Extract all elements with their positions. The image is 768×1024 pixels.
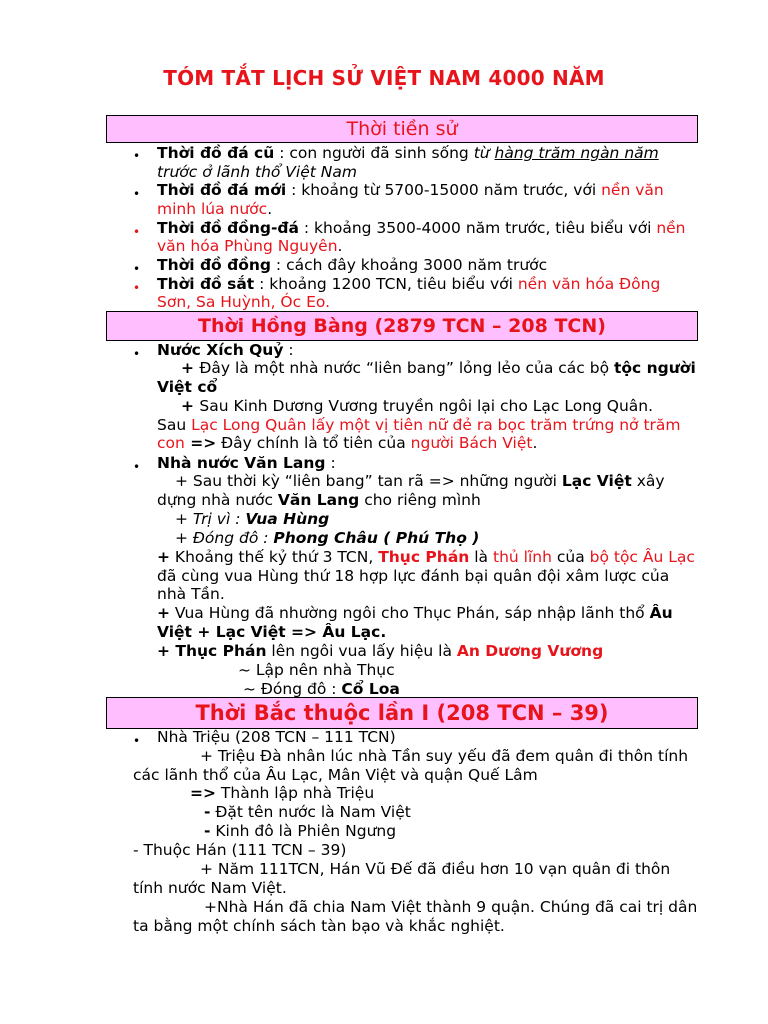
list-item: Nhà Triệu (208 TCN – 111 TCN) [157, 728, 396, 746]
text-line: - Kinh đô là Phiên Ngưng [204, 822, 397, 840]
section-header-hong-bang: Thời Hồng Bàng (2879 TCN – 208 TCN) [106, 311, 698, 341]
text-line: + Đóng đô : Phong Châu ( Phú Thọ ) [175, 529, 480, 547]
list-item: Thời đồ đá cũ : con người đã sinh sống từ hàng trăm ngàn năm [157, 144, 659, 162]
text-line: Việt cổ [157, 378, 218, 396]
text-line: - Đặt tên nước là Nam Việt [204, 803, 411, 821]
list-item: Thời đồ sắt : khoảng 1200 TCN, tiêu biểu với nền văn hóa Đông [157, 275, 661, 293]
text-line: + Triệu Đà nhân lúc nhà Tần suy yếu đã đem quân đi thôn tính [200, 747, 689, 765]
text-line: + Sau thời kỳ “liên bang” tan rã => những người Lạc Việt xây [175, 472, 665, 490]
bullet: • [133, 262, 141, 276]
text-line: nhà Tần. [157, 585, 225, 603]
term: Thời đồ đồng-đá [157, 219, 299, 237]
bullet: • [133, 281, 141, 295]
text-line: đã cùng vua Hùng thứ 18 hợp lực đánh bại quân đội xâm lược của [157, 567, 670, 585]
text-line: +Nhà Hán đã chia Nam Việt thành 9 quận. Chúng đã cai trị dân [204, 898, 698, 916]
bullet: • [133, 347, 141, 361]
text-line: Sau Lạc Long Quân lấy một vị tiên nữ đẻ ra bọc trăm trứng nở trăm [157, 416, 681, 434]
text-line: => Thành lập nhà Triệu [190, 784, 375, 802]
text-line: + Năm 111TCN, Hán Vũ Đế đã điều hơn 10 vạn quân đi thôn [200, 860, 671, 878]
term: Thời đồ sắt [157, 275, 255, 293]
list-item-continuation: trước ở lãnh thổ Việt Nam [157, 163, 357, 181]
term: Thời đồ đồng [157, 256, 271, 274]
term: Nhà nước Văn Lang [157, 454, 326, 472]
list-item: Nước Xích Quỷ : [157, 341, 294, 359]
term: Thời đồ đá mới [157, 181, 287, 199]
text-line: + Đây là một nhà nước “liên bang” lỏng lẻo của các bộ tộc người [181, 359, 696, 377]
bullet: • [133, 225, 141, 239]
bullet: • [133, 734, 141, 748]
text-line: dựng nhà nước Văn Lang cho riêng mình [157, 491, 481, 509]
list-item: Nhà nước Văn Lang : [157, 454, 336, 472]
bullet: • [133, 149, 141, 163]
document-title: TÓM TẮT LỊCH SỬ VIỆT NAM 4000 NĂM [163, 66, 605, 90]
text-line: các lãnh thổ của Âu Lạc, Mân Việt và quận Quế Lâm [133, 766, 538, 784]
text-line: - Thuộc Hán (111 TCN – 39) [133, 841, 347, 859]
list-item: Thời đồ đồng-đá : khoảng 3500-4000 năm trước, tiêu biểu với nền [157, 219, 686, 237]
list-item-continuation: văn hóa Phùng Nguyên. [157, 237, 343, 255]
section-header-first-chinese-domination: Thời Bắc thuộc lần I (208 TCN – 39) [106, 697, 698, 729]
list-item: Thời đồ đồng : cách đây khoảng 3000 năm trước [157, 256, 548, 274]
text-line: tính nước Nam Việt. [133, 879, 287, 897]
text-line: + Khoảng thế kỷ thứ 3 TCN, Thục Phán là thủ lĩnh của bộ tộc Âu Lạc [157, 548, 695, 566]
text-line: + Vua Hùng đã nhường ngôi cho Thục Phán, sáp nhập lãnh thổ Âu [157, 604, 673, 622]
section-header-prehistory: Thời tiền sử [106, 115, 698, 143]
text-line: con => Đây chính là tổ tiên của người Bách Việt. [157, 434, 538, 452]
term: Nước Xích Quỷ [157, 341, 284, 359]
term: Thời đồ đá cũ [157, 144, 275, 162]
list-item-continuation: minh lúa nước. [157, 200, 273, 218]
list-item: Thời đồ đá mới : khoảng từ 5700-15000 năm trước, với nền văn [157, 181, 664, 199]
text-line: + Trị vì : Vua Hùng [175, 510, 330, 528]
text-line: ~ Lập nên nhà Thục [238, 661, 395, 679]
text-line: + Thục Phán lên ngôi vua lấy hiệu là An Dương Vương [157, 642, 604, 660]
text-line: ta bằng một chính sách tàn bạo và khắc nghiệt. [133, 917, 505, 935]
list-item-continuation: Sơn, Sa Huỳnh, Óc Eo. [157, 293, 330, 311]
bullet: • [133, 187, 141, 201]
text-line: + Sau Kinh Dương Vương truyền ngôi lại cho Lạc Long Quân. [181, 397, 654, 415]
text-line: ~ Đóng đô : Cổ Loa [243, 680, 400, 698]
text-line: Việt + Lạc Việt => Âu Lạc. [157, 623, 387, 641]
bullet: • [133, 460, 141, 474]
